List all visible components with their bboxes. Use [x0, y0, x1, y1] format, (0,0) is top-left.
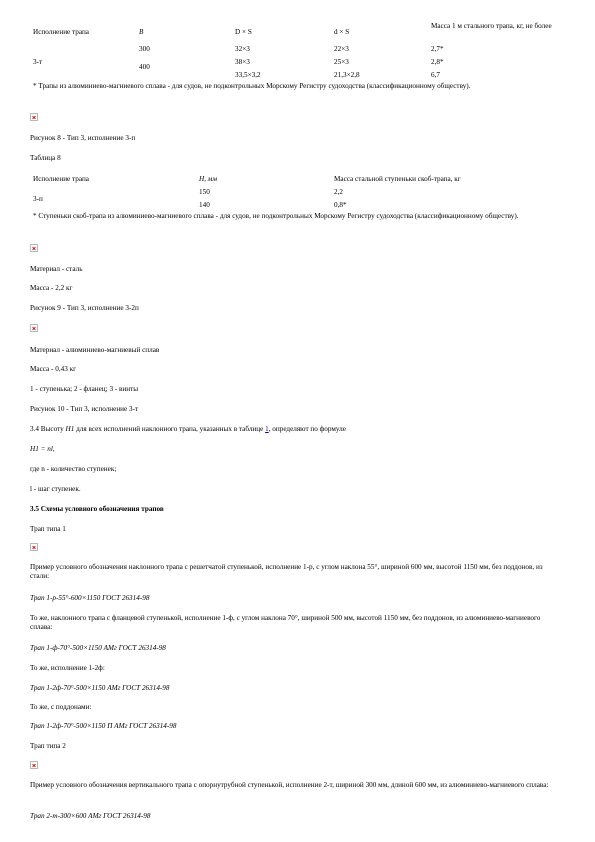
broken-image-icon [30, 324, 38, 332]
figure8-caption: Рисунок 8 - Тип 3, исполнение 3-п [30, 134, 136, 142]
table8-header-exec: Исполнение трапа [33, 175, 89, 183]
table1-d-1: 22×3 [334, 45, 349, 53]
table1-footnote: * Трапы из алюминиево-магниевого сплава - для судов, не подконтрольных Морскому Регистру судоходства (классификационному обществу). [33, 82, 471, 90]
table8-exec: 3-п [33, 195, 43, 203]
table1-header-d: D × S [235, 28, 252, 36]
table1-D-2: 38×3 [235, 58, 250, 66]
broken-image-icon [30, 543, 38, 551]
example5-text: Пример условного обозначения вертикального трапа с опорнутрубной ступенькой, исполнение 2-т, шириной 300 мм, длиной 600 мм, из алюминиево-магниевого сплава: [30, 781, 549, 789]
table8-mass-2: 0,8* [334, 201, 347, 209]
table8-h-1: 150 [199, 188, 210, 196]
figure9-caption: Рисунок 9 - Тип 3, исполнение 3-2п [30, 304, 139, 312]
figure10-legend: 1 - ступенька; 2 - фланец; 3 - винты [30, 385, 139, 393]
example5-code: Трап 2-т-300×600 АМг ГОСТ 26314-98 [30, 812, 151, 820]
example3-text: То же, исполнение 1-2ф: [30, 664, 105, 672]
table1-mass-3: 6,7 [431, 71, 440, 79]
example2-text: То же, наклонного трапа с фланцевой ступенькой, исполнение 1-ф, с углом наклона 70°, шириной 500 мм, высотой 1150 мм, без поддонов, из алюминиево-магниевого сплава: [30, 614, 541, 631]
section-3-4-mid: для всех исполнений наклонного трапа, указанных в таблице [74, 425, 266, 433]
formula-h1: H1 = nl, [30, 445, 55, 453]
section-3-4-post: , определяют по формуле [268, 425, 346, 433]
formula-where-l: l - шаг ступенек. [30, 485, 81, 493]
broken-image-icon [30, 244, 38, 252]
figure10-caption: Рисунок 10 - Тип 3, исполнение 3-т [30, 405, 139, 413]
table-1-link[interactable]: 1 [265, 425, 269, 433]
table1-header-d-small: d × S [334, 28, 350, 36]
table8-header-mass: Масса стальной ступеньки скоб-трапа, кг [334, 175, 461, 183]
table1-mass-1: 2,7* [431, 45, 444, 53]
example1-text: Пример условного обозначения наклонного трапа с решетчатой ступенькой, исполнение 1-р, с углом наклона 55°, шириной 600 мм, высотой 1150 мм, без поддонов, из стали: [30, 563, 543, 580]
figure9-mass: Масса - 2,2 кг [30, 284, 73, 292]
formula-where-n: где n - количество ступенек; [30, 465, 117, 473]
table8-header-h: H, мм [199, 175, 217, 183]
example3-code: Трап 1-2ф-70°-500×1150 АМг ГОСТ 26314-98 [30, 684, 170, 692]
table1-header-b: B [139, 28, 144, 36]
example1-code: Трап 1-р-55°-600×1150 ГОСТ 26314-98 [30, 594, 150, 602]
figure9-material: Материал - сталь [30, 265, 83, 273]
section-3-4-pre: 3.4 Высоту [30, 425, 66, 433]
table1-header-exec: Исполнение трапа [33, 28, 89, 36]
figure10-material: Материал - алюминиево-магниевый сплав [30, 346, 160, 354]
table1-d-2: 25×3 [334, 58, 349, 66]
table8-title: Таблица 8 [30, 154, 61, 162]
table8-footnote: * Ступеньки скоб-трапа из алюминиево-магниевого сплава - для судов, не подконтрольных Морскому Регистру судоходства (классификационному обществу). [33, 212, 519, 220]
section-3-4-var: H1 [65, 425, 75, 433]
broken-image-icon [30, 761, 38, 769]
type1-label: Трап типа 1 [30, 525, 66, 533]
table1-header-mass: Масса 1 м стального трапа, кг, не более [431, 22, 552, 30]
table1-mass-2: 2,8* [431, 58, 444, 66]
table1-d-3: 21,3×2,8 [334, 71, 360, 79]
figure10-mass: Масса - 0,43 кг [30, 365, 77, 373]
table1-exec: 3-т [33, 58, 43, 66]
table1-D-1: 32×3 [235, 45, 250, 53]
example2-code: Трап 1-ф-70°-500×1150 АМг ГОСТ 26314-98 [30, 644, 166, 652]
table1-b-400: 400 [139, 63, 150, 71]
broken-image-icon [30, 113, 38, 121]
type2-label: Трап типа 2 [30, 742, 66, 750]
section-3-4-paragraph [30, 425, 346, 434]
section-3-5-heading: 3.5 Схемы условного обозначения трапов [30, 505, 164, 513]
table1-b-300: 300 [139, 45, 150, 53]
table8-h-2: 140 [199, 201, 210, 209]
table1-D-3: 33,5×3,2 [235, 71, 261, 79]
table8-mass-1: 2,2 [334, 188, 343, 196]
example4-text: То же, с поддонами: [30, 703, 92, 711]
example4-code: Трап 1-2ф-70°-500×1150 П АМг ГОСТ 26314-98 [30, 722, 177, 730]
